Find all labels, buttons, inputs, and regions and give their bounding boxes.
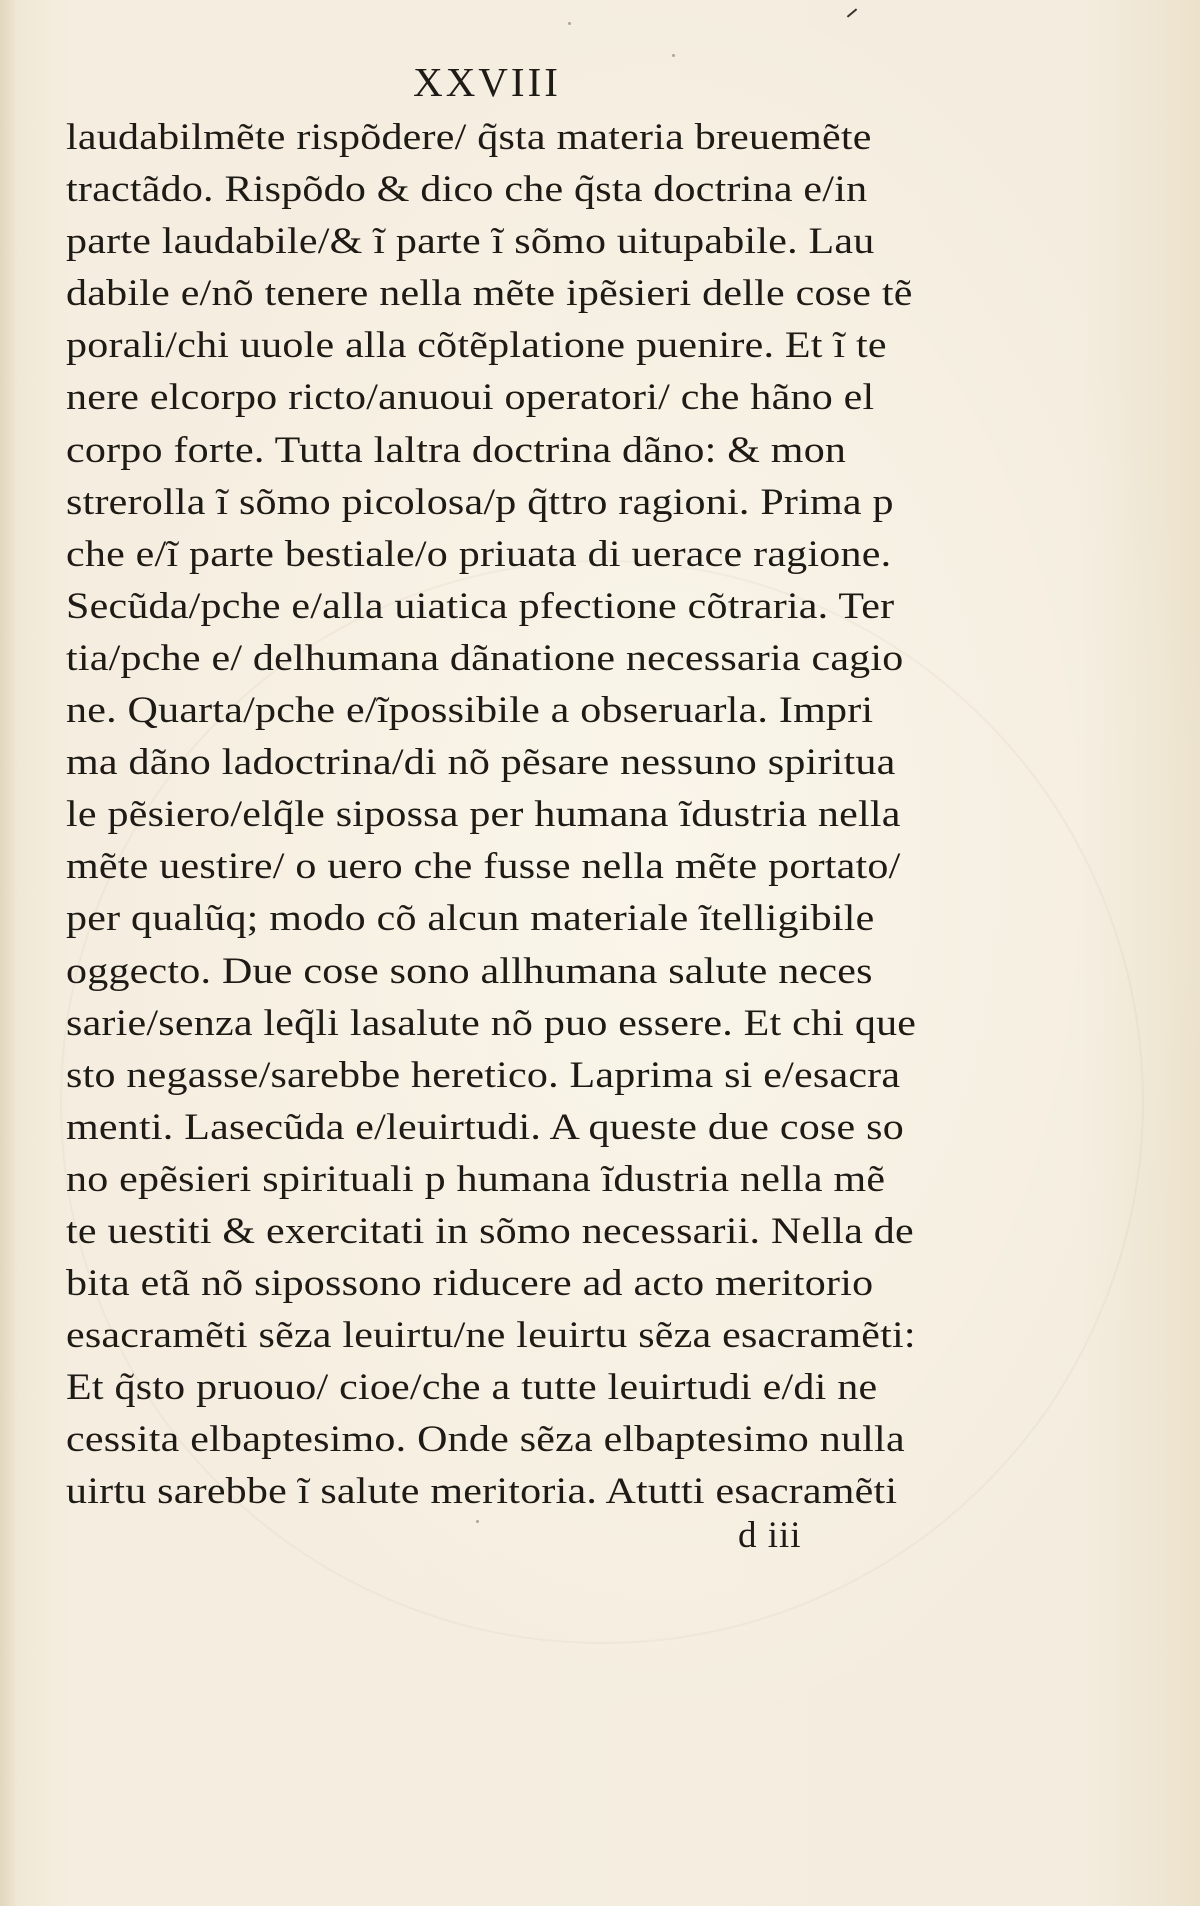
paper-speck — [672, 54, 675, 57]
text-line: nere elcorpo ricto/anuoui operatori/ che hãno el — [66, 377, 875, 419]
text-line: mẽte uestire/ o uero che fusse nella mẽte portato/ — [66, 846, 901, 888]
gutter-shadow — [0, 0, 18, 1906]
text-line: che e/ĩ parte bestiale/o priuata di uerace ragione. — [66, 533, 892, 575]
text-line: strerolla ĩ sõmo picolosa/p q̃ttro ragioni. Prima p — [66, 481, 894, 523]
text-line: corpo forte. Tutta laltra doctrina dãno: & mon — [66, 429, 847, 471]
signature-mark: d iii — [738, 1515, 802, 1556]
text-line: le pẽsiero/elq̃le sipossa per humana ĩdustria nella — [66, 794, 901, 836]
text-line: te uestiti & exercitati in sõmo necessarii. Nella de — [66, 1210, 914, 1252]
text-line: esacramẽti sẽza leuirtu/ne leuirtu sẽza esacramẽti: — [66, 1315, 916, 1357]
text-line: menti. Lasecũda e/leuirtudi. A queste due cose so — [66, 1106, 904, 1148]
text-line: uirtu sarebbe ĩ salute meritoria. Atutti esacramẽti — [66, 1471, 898, 1513]
text-line: sto negasse/sarebbe heretico. Laprima si e/esacra — [66, 1054, 901, 1096]
paper-speck — [568, 22, 571, 25]
text-line: tractãdo. Rispõdo & dico che q̃sta doctrina e/in — [66, 169, 868, 211]
text-block — [66, 112, 926, 1519]
folio-number: XXVIII — [413, 59, 561, 105]
text-line: cessita elbaptesimo. Onde sẽza elbaptesimo nulla — [66, 1419, 905, 1461]
text-line: ne. Quarta/pche e/ĩpossibile a obseruarla. Impri — [66, 690, 874, 732]
text-line: dabile e/nõ tenere nella mẽte ipẽsieri delle cose tẽ — [66, 273, 913, 315]
text-line: sarie/senza leq̃li lasalute nõ puo essere. Et chi que — [66, 1002, 917, 1044]
text-line: oggecto. Due cose sono allhumana salute neces — [66, 950, 873, 992]
paper-speck — [476, 1520, 479, 1523]
text-line: laudabilmẽte rispõdere/ q̃sta materia breuemẽte — [66, 117, 872, 158]
text-line: ma dãno ladoctrina/di nõ pẽsare nessuno spiritua — [66, 742, 896, 784]
text-line: porali/chi uuole alla cõtẽplatione puenire. Et ĩ te — [66, 325, 887, 367]
text-line: parte laudabile/& ĩ parte ĩ sõmo uitupabile. Lau — [66, 221, 875, 263]
ink-mark — [847, 8, 857, 17]
text-line: no epẽsieri spirituali p humana ĩdustria nella mẽ — [66, 1158, 886, 1200]
text-line: per qualũq; modo cõ alcun materiale ĩtelligibile — [66, 898, 875, 940]
text-line: bita etã nõ sipossono riducere ad acto meritorio — [66, 1263, 874, 1305]
text-line: tia/pche e/ delhumana dãnatione necessaria cagio — [66, 637, 904, 679]
text-line: Et q̃sto pruouo/ cioe/che a tutte leuirtudi e/di ne — [66, 1367, 878, 1409]
text-line: Secũda/pche e/alla uiatica pfectione cõtraria. Ter — [66, 585, 895, 627]
